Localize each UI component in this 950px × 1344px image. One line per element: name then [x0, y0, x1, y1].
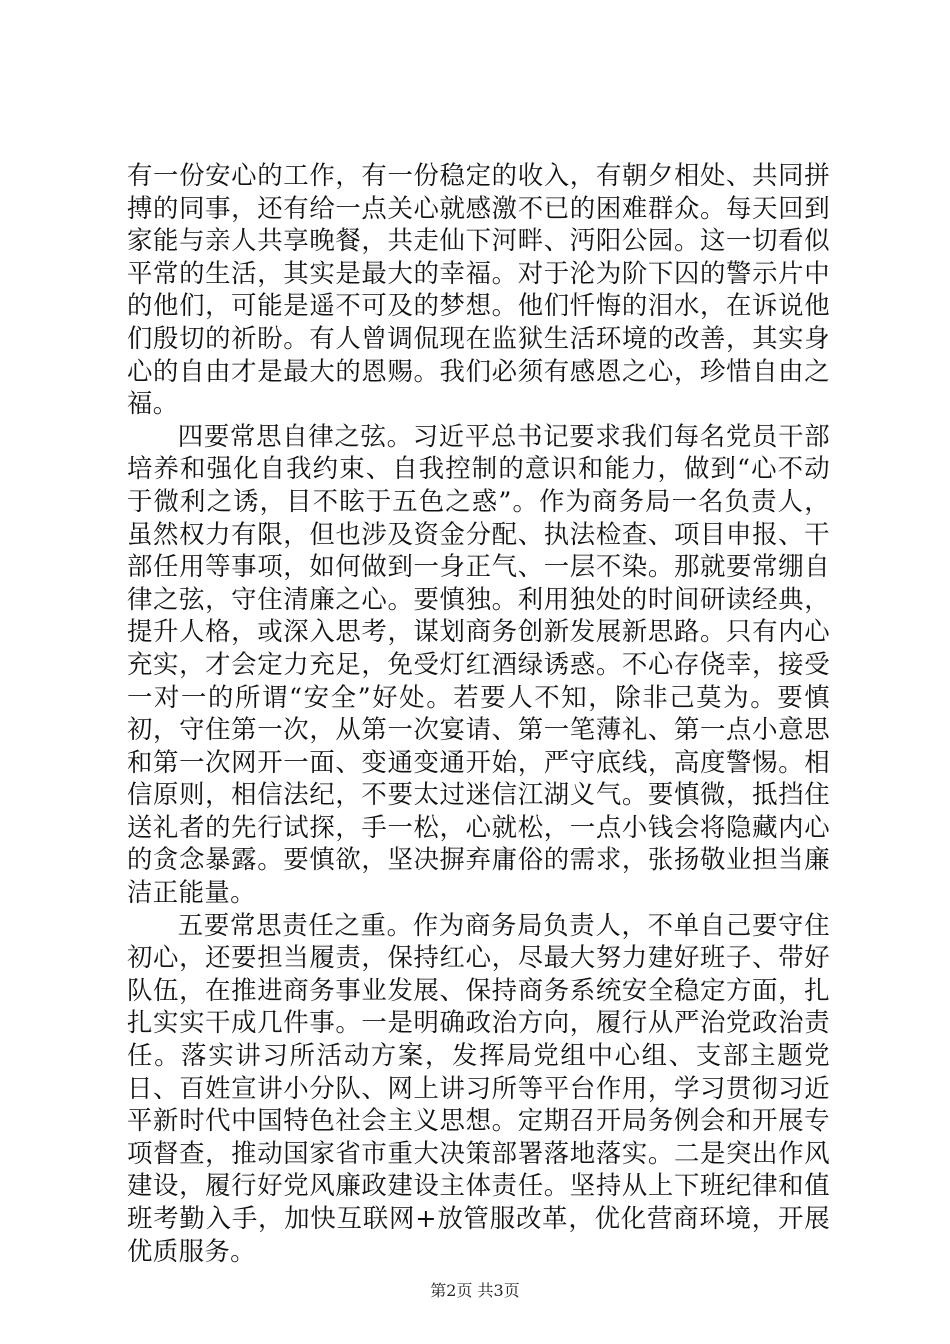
- document-body: [127, 159, 830, 1267]
- paragraph-responsibility: 五要常思责任之重。作为商务局负责人，不单自己要守住初心，还要担当履责，保持红心，尽最大努力建好班子、带好队伍，在推进商务事业发展、保持商务系统安全稳定方面，扎扎实实干成几件事。一是明确政治方向，履行从严治党政治责任。落实讲习所活动方案，发挥局党组中心组、支部主题党日、百姓宣讲小分队、网上讲习所等平台作用，学习贯彻习近平新时代中国特色社会主义思想。定期召开局务例会和开展专项督查，推动国家省市重大决策部署落地落实。二是突出作风建设，履行好党风廉政建设主体责任。坚持从上下班纪律和值班考勤入手，加快互联网+放管服改革，优化营商环境，开展优质服务。: [127, 909, 830, 1266]
- page-number-footer: 第2页 共3页: [430, 1281, 520, 1300]
- paragraph: 有一份安心的工作，有一份稳定的收入，有朝夕相处、共同拼搏的同事，还有给一点关心就感激不已的困难群众。每天回到家能与亲人共享晚餐，共走仙下河畔、沔阳公园。这一切看似平常的生活，其实是最大的幸福。对于沦为阶下囚的警示片中的他们，可能是遥不可及的梦想。他们忏悔的泪水，在诉说他们殷切的祈盼。有人曾调侃现在监狱生活环境的改善，其实身心的自由才是最大的恩赐。我们必须有感恩之心，珍惜自由之福。: [127, 160, 830, 419]
- paragraph-self-discipline: 四要常思自律之弦。习近平总书记要求我们每名党员干部培养和强化自我约束、自我控制的意识和能力，做到“心不动于微利之诱，目不眩于五色之惑”。作为商务局一名负责人，虽然权力有限，但也涉及资金分配、执法检查、项目申报、干部任用等事项，如何做到一身正气、一层不染。那就要常绷自律之弦，守住清廉之心。要慎独。利用独处的时间研读经典，提升人格，或深入思考，谋划商务创新发展新思路。只有内心充实，才会定力充足，免受灯红酒绿诱惑。不心存侥幸，接受一对一的所谓“安全”好处。若要人不知，除非己莫为。要慎初，守住第一次，从第一次宴请、第一笔薄礼、第一点小意思和第一次网开一面、变通变通开始，严守底线，高度警惕。相信原则，相信法纪，不要太过迷信江湖义气。要慎微，抵挡住送礼者的先行试探，手一松，心就松，一点小钱会将隐藏内心的贪念暴露。要慎欲，坚决摒弃庸俗的需求，张扬敬业担当廉洁正能量。: [127, 420, 830, 908]
